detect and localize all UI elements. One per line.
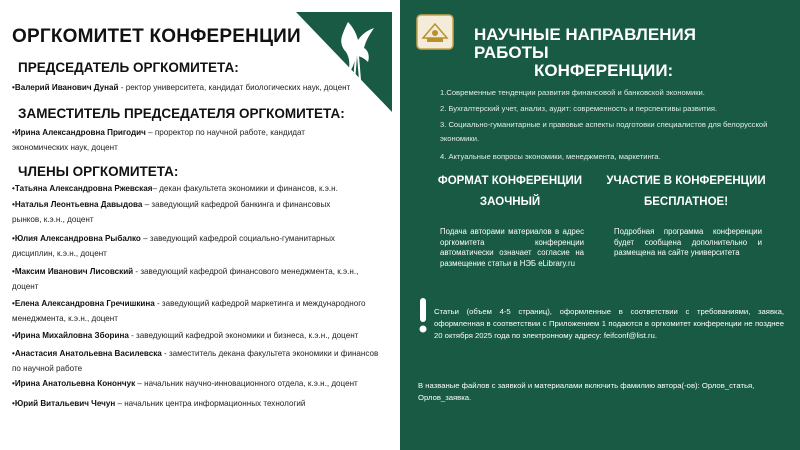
format-text: Подача авторами материалов в адрес оргкомитета конференции автоматически означает согласие на размещение статьи в НЭБ eLibrary.ru <box>440 227 584 268</box>
direction-item: 1.Современные тенденции развития финансовой и банковской экономики. <box>440 88 705 97</box>
member-item: •Наталья Леонтьевна Давыдова – заведующий кафедрой банкинга и финансовых рынков, к.э.н., доцент <box>12 200 331 224</box>
member-item: •Анастасия Анатольевна Василевска - заместитель декана факультета экономики и финансов по научной работе <box>12 349 379 373</box>
member-item: •Татьяна Александровна Ржевская– декан факультета экономики и финансов, к.э.н. <box>12 184 338 193</box>
member-item: •Юрий Витальевич Чечун – начальник центра информационных технологий <box>12 399 306 408</box>
committee-title: ОРГКОМИТЕТ КОНФЕРЕНЦИИ <box>12 26 301 47</box>
member-item: •Ирина Анатольевна Конончук – начальник научно-инновационного отдела, к.э.н., доцент <box>12 379 358 388</box>
member-item: •Елена Александровна Гречишкина - заведующий кафедрой маркетинга и международного менеджмента, к.э.н., доцент <box>12 299 366 323</box>
format-value: ЗАОЧНЫЙ <box>479 196 541 208</box>
members-heading: ЧЛЕНЫ ОРГКОМИТЕТА: <box>18 164 179 179</box>
deputy-role: – проректор по научной работе, кандидат экономических наук, доцент <box>12 128 305 152</box>
member-item: •Юлия Александровна Рыбалко – заведующий кафедрой социально-гуманитарных дисциплин, к.э.н., доцент <box>12 234 335 258</box>
participation-heading: УЧАСТИЕ В КОНФЕРЕНЦИИ <box>606 175 766 187</box>
chair-role: - ректор университета, кандидат биологических наук, доцент <box>118 83 351 92</box>
chair-entry: •Валерий Иванович Дунай - ректор университета, кандидат биологических наук, доцент <box>12 83 351 92</box>
university-seal-icon <box>416 14 454 50</box>
direction-item: 2. Бухгалтерский учет, анализ, аудит: современность и перспективы развития. <box>440 104 718 113</box>
heron-triangle-icon <box>296 12 392 112</box>
filename-note: В названые файлов с заявкой и материалами включить фамилию автора(-ов): Орлов_статья, Орлов_заявка. <box>418 381 755 402</box>
participation-value: БЕСПЛАТНОЕ! <box>643 196 729 208</box>
chair-heading: ПРЕДСЕДАТЕЛЬ ОРГКОМИТЕТА: <box>18 60 239 75</box>
research-directions-title: НАУЧНЫЕ НАПРАВЛЕНИЯ РАБОТЫ КОНФЕРЕНЦИИ: <box>474 25 696 80</box>
participation-text: Подробная программа конференции будет сообщена дополнительно и размещена на сайте университета <box>614 227 762 257</box>
format-heading: ФОРМАТ КОНФЕРЕНЦИИ <box>437 175 583 187</box>
deputy-heading: ЗАМЕСТИТЕЛЬ ПРЕДСЕДАТЕЛЯ ОРГКОМИТЕТА: <box>18 106 345 121</box>
chair-name: Валерий Иванович Дунай <box>14 83 119 92</box>
direction-item: 4. Актуальные вопросы экономики, менеджмента, маркетинга. <box>440 152 661 161</box>
direction-item: 3. Социально-гуманитарные и правовые аспекты подготовки специалистов для белорусской экономики. <box>440 120 768 143</box>
deputy-name: Ирина Александровна Пригодич <box>14 128 146 137</box>
member-item: •Ирина Михайловна Зборина - заведующий кафедрой экономики и бизнеса, к.э.н., доцент <box>12 331 359 340</box>
submission-notice: Статьи (объем 4-5 страниц), оформленные в соответствии с требованиями, заявка, оформленная в соответствии с Приложением 1 подаются в оргкомитет конференции не позднее 20 октября 2025 года по электронному адресу: feifconf@list.ru. <box>434 307 784 340</box>
exclamation-icon <box>418 298 428 334</box>
member-item: •Максим Иванович Лисовский - заведующий кафедрой финансового менеджмента, к.э.н., доцент <box>12 267 359 291</box>
deputy-entry: •Ирина Александровна Пригодич – проректор по научной работе, кандидат экономических наук, доцент <box>12 128 305 152</box>
